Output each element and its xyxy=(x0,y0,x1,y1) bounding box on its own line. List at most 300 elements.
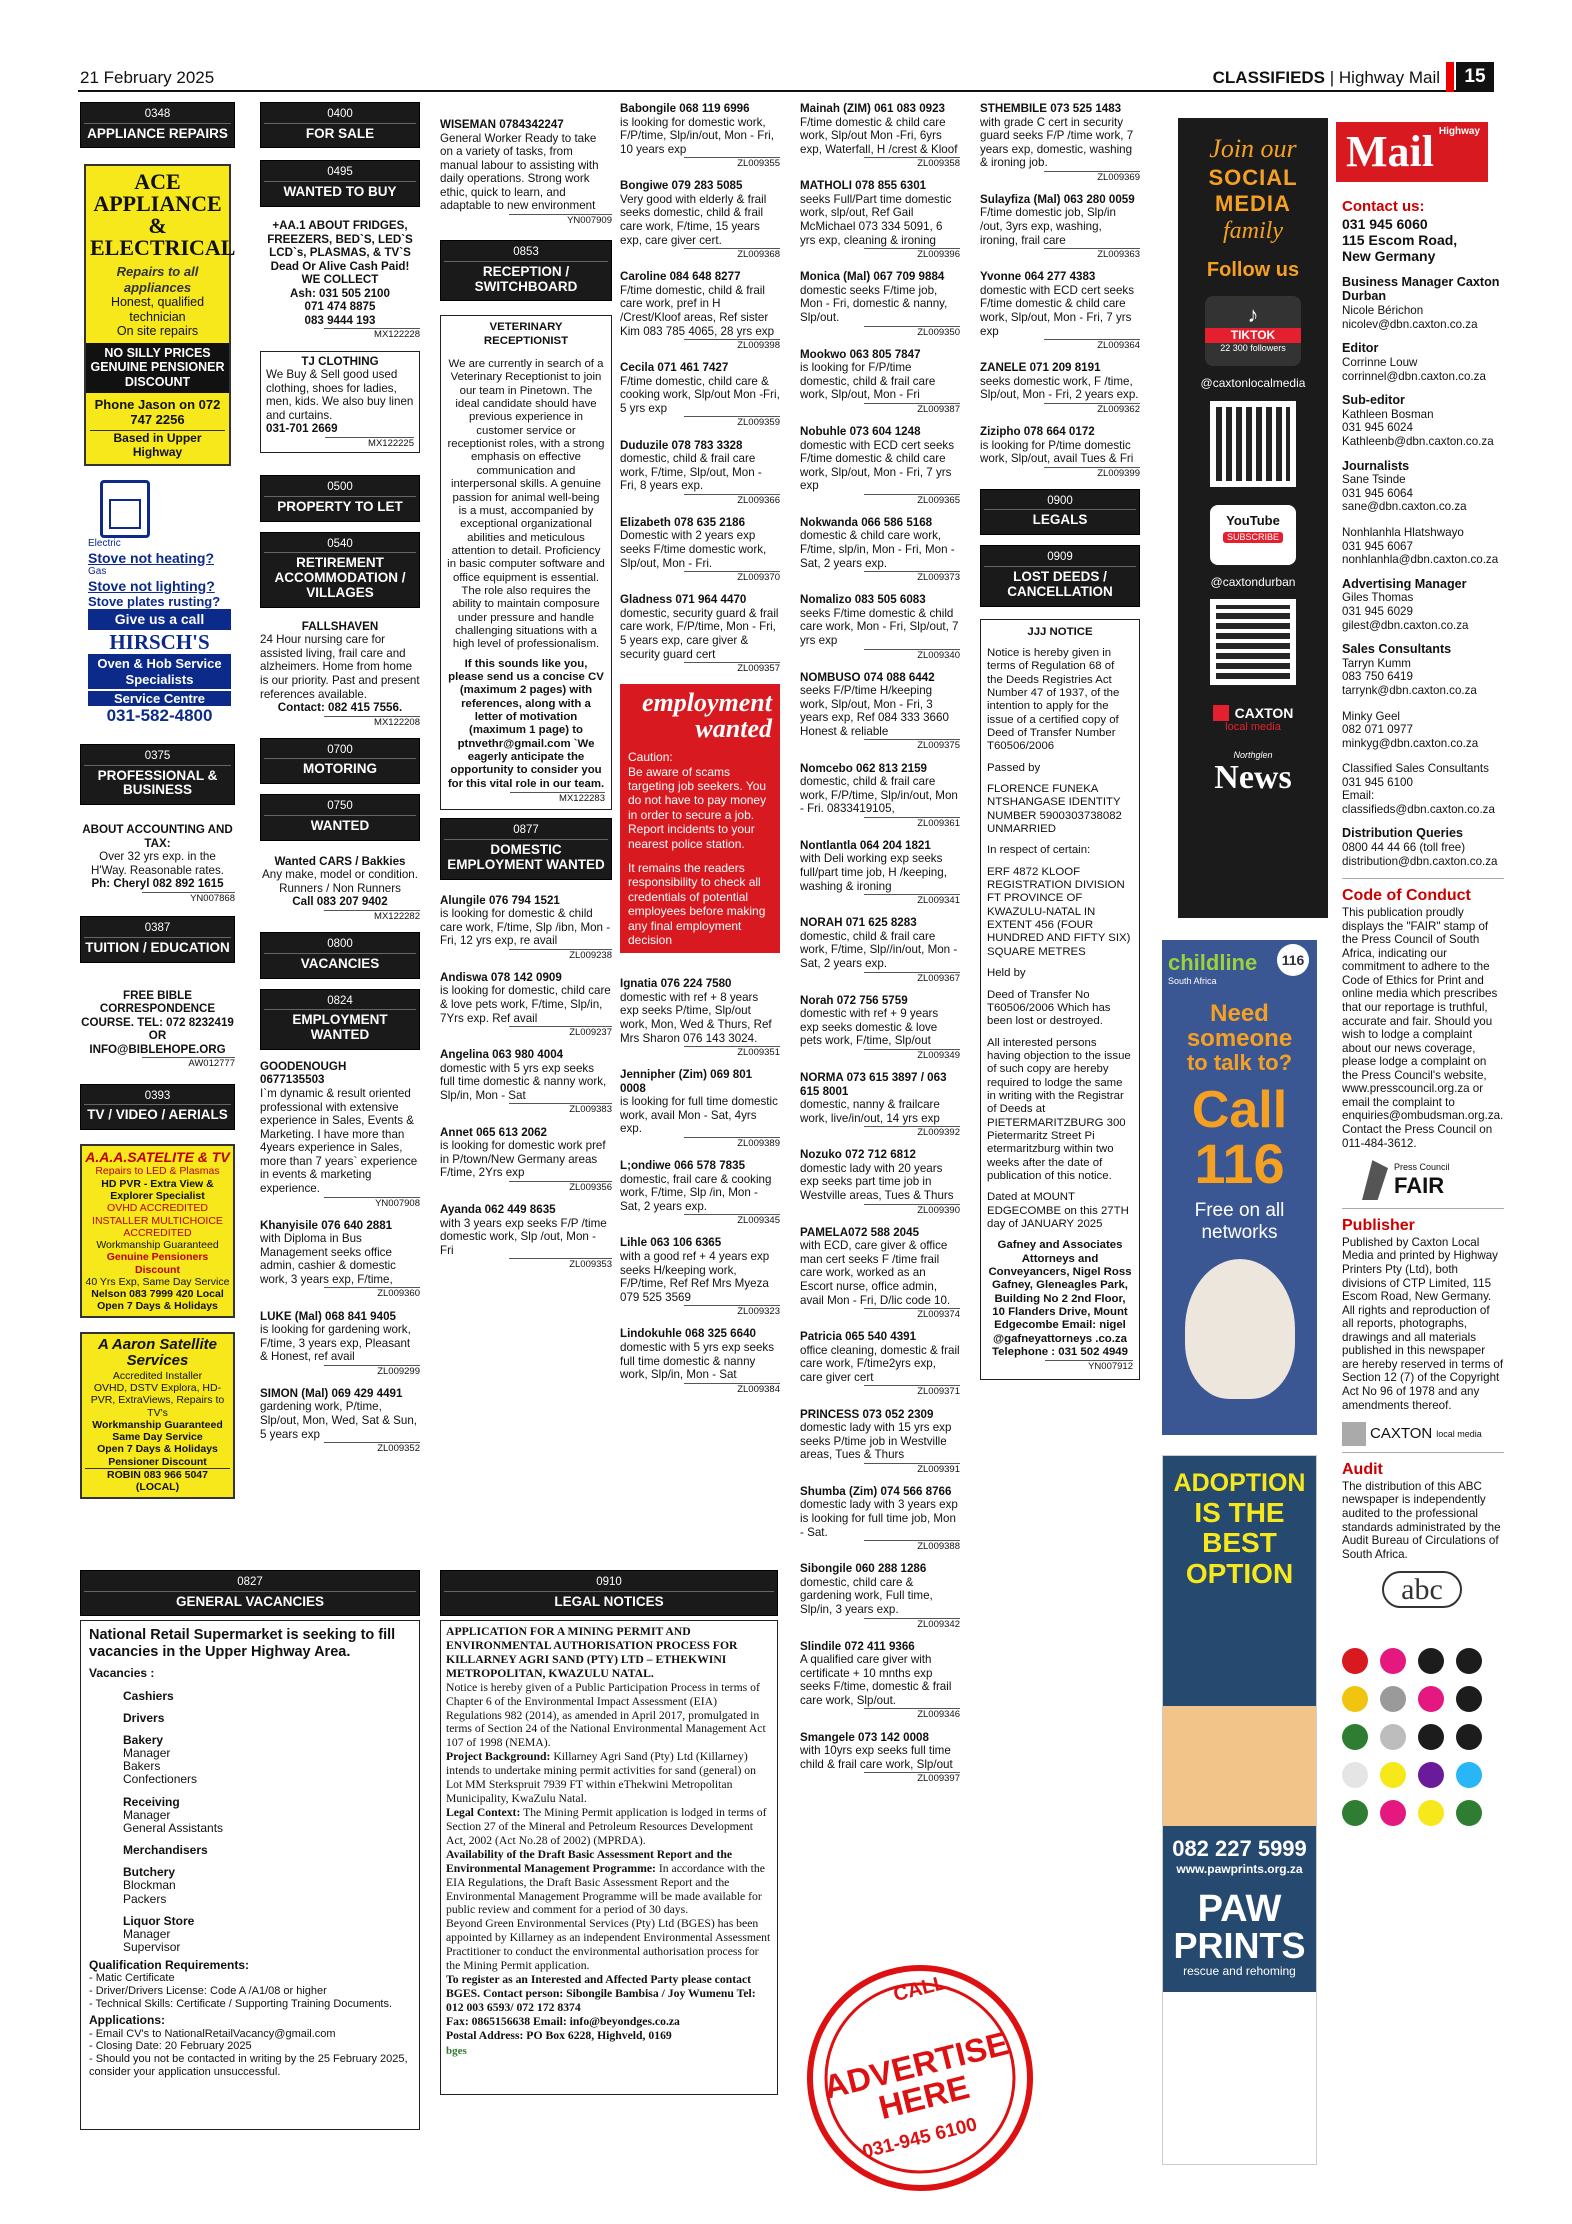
staff-line: Corrinne Louw xyxy=(1342,356,1418,369)
color-swatch xyxy=(1342,1800,1368,1826)
staff-line: 0800 44 44 66 (toll free) xyxy=(1342,841,1466,855)
staff-line: Giles Thomas xyxy=(1342,591,1414,605)
ad-ref: ZL009340 xyxy=(864,649,960,661)
ad-body: with 3 years exp seeks F/P /time domestic work, Slp /out, Mon - Fri xyxy=(440,1216,607,1257)
staff-line: 031 945 6024 xyxy=(1342,421,1413,435)
category-0700: 0700 MOTORING xyxy=(260,738,420,784)
staff-group xyxy=(1342,459,1504,567)
color-swatch xyxy=(1342,1648,1368,1674)
classified-ad xyxy=(620,1068,780,1149)
ad-ref: ZL009392 xyxy=(864,1126,960,1138)
hirsch-ad: Electric Stove not heating? Gas Stove not lighting? Stove plates rusting? Give us a call HIRSCH'S Oven & Hob Service Specialists Service Centre 031-582-4800 xyxy=(84,480,231,726)
classified-ad xyxy=(620,439,780,506)
domestic-ads-col5 xyxy=(800,102,960,1784)
ad-ref: ZL009370 xyxy=(684,571,780,583)
ad-ref: ZL009387 xyxy=(864,403,960,415)
page-number: 15 xyxy=(1456,62,1494,92)
category-0400: 0400 FOR SALE xyxy=(260,102,420,148)
section-title: CLASSIFIEDS | Highway Mail xyxy=(1212,68,1440,87)
classified-ad xyxy=(980,425,1140,479)
classified-ad xyxy=(800,1640,960,1721)
staff-line: Sane Tsinde xyxy=(1342,473,1406,487)
ad-title: Jennipher (Zim) 069 801 0008 xyxy=(620,1068,753,1095)
ad-body: domestic with ref + 8 years exp seeks P/time, Slp/out work, Mon, Wed & Thurs, Ref Mrs Sharon 076 143 3024. xyxy=(620,990,772,1045)
publisher-text: Published by Caxton Local Media and printed by Highway Printers Pty (Ltd), both divisions of CTP Limited, 115 Escom Road, New Germany. All rights and reproduction of all reports, photographs, drawings and all materials published in this newspaper are hereby reserved in terms of Section 12 (7) of the Copyright Act No 96 of 1978 and any amendments thereof. xyxy=(1342,1235,1504,1412)
color-swatch xyxy=(1418,1762,1444,1788)
qualification-item: - Matic Certificate xyxy=(89,1972,175,1985)
staff-line: nicolev@dbn.caxton.co.za xyxy=(1342,317,1478,331)
teddy-bear-image xyxy=(1185,1259,1295,1399)
ad-title: Babongile 068 119 6996 xyxy=(620,102,750,115)
ad-title: Annet 065 613 2062 xyxy=(440,1125,547,1139)
ad-ref: ZL009368 xyxy=(684,248,780,260)
ad-body: seeks F/time domestic & child care work, Mon - Fri, Slp/out, 7 yrs exp xyxy=(800,606,959,647)
staff-line: Kathleenb@dbn.caxton.co.za xyxy=(1342,434,1494,448)
classified-ad xyxy=(800,1148,960,1215)
category-0348: 0348 APPLIANCE REPAIRS xyxy=(80,102,235,148)
ad-body: domestic with ref + 9 years exp seeks domestic & love pets work, F/time, Slp/out xyxy=(800,1007,939,1048)
stamp-call: CALL xyxy=(891,1971,949,2007)
ad-body: domestic & child care work, F/time, slp/in, Mon - Fri, Mon - Sat, 2 years exp. xyxy=(800,529,955,570)
staff-line: 083 750 6419 xyxy=(1342,670,1413,684)
issue-date: 21 February 2025 xyxy=(80,68,215,87)
ad-ref: ZL009237 xyxy=(509,1026,612,1038)
classified-ad xyxy=(800,1226,960,1320)
color-swatch xyxy=(1380,1800,1406,1826)
ad-body: is looking for domestic & child care work, F/time, Slp /ibn, Mon - Fri, 12 yrs exp, re avail xyxy=(440,907,611,948)
fallshaven-ad: FALLSHAVEN 24 Hour nursing care for assisted living, frail care and alzheimers. Home from home is our priority. Past and present references available. Contact: 082 415 7556. MX122208 xyxy=(260,619,420,728)
staff-line: Minky Geel xyxy=(1342,709,1400,723)
color-swatch xyxy=(1418,1724,1444,1750)
highway-mail-logo: Highway Mail xyxy=(1336,122,1488,182)
classified-ad xyxy=(800,1562,960,1629)
classified-ad xyxy=(800,762,960,829)
color-swatch xyxy=(1380,1724,1406,1750)
color-swatch xyxy=(1342,1686,1368,1712)
ad-body: F/time domestic, child care & cooking work, Slp/out Mon -Fri, 5 yrs exp xyxy=(620,374,780,415)
ad-body: seeks F/P/time H/keeping work, Slp/out, Mon - Fri, 3 years exp, Ref 084 333 3660 Honest & reliable xyxy=(800,684,949,738)
ad-body: F/time domestic & child care work, Slp/out Mon -Fri, 6yrs exp, Waterfall, H /crest & Kloof xyxy=(800,115,958,156)
ad-title: Slindile 072 411 9366 xyxy=(800,1639,915,1653)
ad-title: Angelina 063 980 4004 xyxy=(440,1048,564,1062)
category-0877: 0877 DOMESTIC EMPLOYMENT WANTED xyxy=(440,818,612,879)
color-swatch xyxy=(1418,1800,1444,1826)
staff-line xyxy=(1342,750,1504,762)
staff-group xyxy=(1342,642,1504,816)
classified-ad xyxy=(800,179,960,260)
staff-group xyxy=(1342,577,1504,632)
vacancy-item: Drivers xyxy=(123,1710,165,1725)
staff-line: distribution@dbn.caxton.co.za xyxy=(1342,854,1498,868)
ad-title: PRINCESS 073 052 2309 xyxy=(800,1407,934,1421)
ad-ref: ZL009384 xyxy=(684,1383,780,1395)
staff-group xyxy=(1342,393,1504,448)
ad-title: Norah 072 756 5759 xyxy=(800,993,908,1007)
staff-line: corrinnel@dbn.caxton.co.za xyxy=(1342,369,1486,383)
contact-line: New Germany xyxy=(1342,248,1436,265)
classified-ad xyxy=(800,102,960,169)
ad-body: is looking for domestic, child care & love pets work, F/time, Slp/in, 7Yrs exp. Ref avail xyxy=(440,984,611,1025)
ad-title: Lihle 063 106 6365 xyxy=(620,1236,722,1250)
social-media-banner: Join our SOCIAL MEDIA family Follow us ♪ TIKTOK 22 300 followers @caxtonlocalmedia YouTube SUBSCRIBE @caxtondurban CAXTON local media Northglen News xyxy=(1178,118,1328,918)
domestic-ads-col4a xyxy=(620,102,780,674)
ad-body: domestic, child & frail care work, F/P/time, Slp/in/out, Mon - Fri. 0833419105, xyxy=(800,775,958,816)
vacancy-subitem: General Assistants xyxy=(123,1820,224,1835)
ad-body: domestic, security guard & frail care work, F/P/time, Mon - Fri, 5 years exp, care giver & security guard cert xyxy=(620,606,779,661)
ad-title: Lindokuhle 068 325 6640 xyxy=(620,1327,756,1341)
color-swatch xyxy=(1380,1762,1406,1788)
staff-line: minkyg@dbn.caxton.co.za xyxy=(1342,736,1479,750)
application-item: - Should you not be contacted in writing by the 25 February 2025, consider your application unsuccessful. xyxy=(89,2053,408,2079)
ad-body: with 10yrs exp seeks full time child & frail care work, Slp/out xyxy=(800,1744,953,1771)
ad-ref: ZL009357 xyxy=(684,662,780,674)
jjj-notice: JJJ NOTICE Notice is hereby given in terms of Regulation 68 of the Deeds Registries Act Number 47 of 1937, of the intention to apply for the issue of a certified copy of Deed of Transfer Number T60506/2006 Passed by FLORENCE FUNEKA NTSHANGASE IDENTITY NUMBER 5900303738082 UNMARRIED In respect of certain: ERF 4872 KLOOF REGISTRATION DIVISION FT PROVINCE OF KWAZULU-NATAL IN EXTENT 456 (FOUR HUNDRED AND FIFTY SIX) SQUARE METRES Held by Deed of Transfer No T60506/2006 Which has been lost or destroyed. All interested persons having objection to the issue of such copy are hereby required to lodge the same in writing with the Registrar of Deeds at PIETERMARITZBURG 300 Pietermaritz Street Pi etermaritzburg within two weeks after the date of publication of this notice. Dated at MOUNT EDGECOMBE on this 27TH day of JANUARY 2025 Gafney and Associates Attorneys and Conveyancers, Nigel Ross Gafney, Gleneagles Park, Building No 2 2nd Floor, 10 Flanders Drive, Mount Edgecombe Email: nigel @gafneyattorneys .co.za Telephone : 031 502 4949 YN007912 xyxy=(980,619,1140,1380)
classified-ad xyxy=(620,361,780,428)
vacancy-subitem: Manager xyxy=(123,1745,171,1760)
classified-ad xyxy=(980,102,1140,183)
ad-title: ZANELE 071 209 8191 xyxy=(980,361,1101,375)
vacancy-item: Cashiers xyxy=(123,1688,174,1703)
contact-line: 031 945 6060 xyxy=(1342,215,1428,232)
ad-body: domestic with ECD cert seeks F/time domestic & child care work, Slp/out, Mon - Fri, 7 yrs exp xyxy=(980,283,1134,338)
ad-ref: ZL009363 xyxy=(1044,248,1140,260)
color-swatch xyxy=(1456,1724,1482,1750)
application-item: - Closing Date: 20 February 2025 xyxy=(89,2040,252,2053)
ad-title: Mainah (ZIM) 061 083 0923 xyxy=(800,102,945,115)
ad-ref: ZL009351 xyxy=(684,1046,780,1058)
vacancy-list xyxy=(89,1689,411,1955)
category-0824: 0824 EMPLOYMENT WANTED xyxy=(260,989,420,1050)
staff-role: Sales Consultants xyxy=(1342,642,1452,657)
vet-receptionist-ad: VETERINARY RECEPTIONIST We are currently in search of a Veterinary Receptionist to join our team in Pinetown. The ideal candidate should have previous experience in customer service or receptionist roles, with a strong emphasis on effective communication and interpersonal skills. A genuine passion for animal well-being is a must, accompanied by exceptional organizational abilities and meticulous attention to detail. Proficiency in basic computer software and office equipment is essential. The role also requires the ability to maintain composure under pressure and handle challenging situations with a high level of professionalism. If this sounds like you, please send us a concise CV (maximum 2 pages) with references, along with a letter of motivation (maximum 1 page) to ptnvethr@gmail.com `We eagerly anticipate the opportunity to consider you for this vital role in our team. MX122283 xyxy=(440,315,612,810)
category-0393: 0393 TV / VIDEO / AERIALS xyxy=(80,1084,235,1130)
classified-ad xyxy=(620,179,780,260)
classified-ad xyxy=(440,1048,612,1115)
classified-ad xyxy=(440,1203,612,1270)
ad-body: is looking for full time domestic work, avail Mon - Sat, 4yrs exp. xyxy=(620,1095,778,1136)
ad-body: domestic lady with 20 years exp seeks part time job in Westville areas, Tues & Thurs xyxy=(800,1161,954,1203)
ad-ref: ZL009398 xyxy=(684,339,780,351)
classified-ad xyxy=(440,894,612,961)
vacancy-item: Bakery xyxy=(123,1732,164,1747)
staff-line: 031 945 6100 xyxy=(1342,775,1413,789)
staff-line: 031 945 6064 xyxy=(1342,486,1413,500)
staff-line: 082 071 0977 xyxy=(1342,723,1413,737)
classified-ad xyxy=(800,916,960,983)
ad-title: Sulayfiza (Mal) 063 280 0059 xyxy=(980,192,1135,206)
staff-line: 031 945 6067 xyxy=(1342,539,1413,553)
ad-body: is looking for F/P/time domestic, child & frail care work, Slp/out, Mon - Fri xyxy=(800,361,936,402)
ad-body: domestic with ECD cert seeks F/time domestic & child care work, Slp/out, Mon - Fri, 7 yrs exp xyxy=(800,438,954,493)
ad-ref: ZL009390 xyxy=(864,1204,960,1216)
code-of-conduct-text: This publication proudly displays the "FAIR" stamp of the Press Council of South Africa, indicating our commitment to adhere to the Code of Ethics for Print and online media which prescribes that our reportage is truthful, accurate and fair. Should you wish to lodge a complaint about our news coverage, please lodge a complaint on the Press Council's website, www.presscouncil.org.za or email the complaint to enquiries@ombudsman.org.za. Contact the Press Council on 011-484-3612. xyxy=(1342,906,1504,1150)
staff-role: Editor xyxy=(1342,341,1379,356)
domestic-ads-col3 xyxy=(440,894,612,1271)
qr-code-tiktok xyxy=(1210,401,1296,487)
ad-ref: ZL009391 xyxy=(864,1463,960,1475)
ad-title: Nokwanda 066 586 5168 xyxy=(800,515,933,529)
category-0910: 0910 LEGAL NOTICES xyxy=(440,1570,778,1616)
color-swatch xyxy=(1456,1762,1482,1788)
classified-ad xyxy=(800,839,960,906)
ad-ref: ZL009350 xyxy=(864,326,960,338)
classified-ad xyxy=(620,1159,780,1226)
stamp-phone: 031-945 6100 xyxy=(860,2114,980,2163)
ad-body: domestic, child care & gardening work, Full time, Slp/in, 3 years exp. xyxy=(800,1575,933,1616)
category-0540: 0540 RETIREMENT ACCOMMODATION / VILLAGES xyxy=(260,532,420,608)
ad-ref: ZL009366 xyxy=(684,494,780,506)
ad-title: Cecila 071 461 7427 xyxy=(620,361,729,375)
caxton-logo: CAXTON xyxy=(1178,705,1328,722)
ad-body: F/time domestic, child & frail care work, pref in H /Crest/Kloof areas, Ref sister Kim 083 785 4065, 28 yrs exp xyxy=(620,283,775,338)
vacancy-subitem: Manager xyxy=(123,1926,171,1941)
stove-icon xyxy=(100,480,150,538)
childline-logo: childline 116 South Africa xyxy=(1162,950,1317,987)
qr-code-youtube xyxy=(1210,599,1296,685)
luke-ad: LUKE (Mal) 068 841 9405 is looking for gardening work, F/time, 3 years exp, Pleasant & Honest, ref avail ZL009299 xyxy=(260,1309,420,1377)
ad-ref: ZL009361 xyxy=(864,817,960,829)
ad-body: domestic seeks F/time job, Mon - Fri, domestic & nanny, Slp/out. xyxy=(800,283,948,324)
domestic-ads-col4b xyxy=(620,977,780,1394)
classified-ad xyxy=(620,102,780,169)
ad-ref: ZL009389 xyxy=(684,1137,780,1149)
classified-ad xyxy=(800,671,960,752)
tiktok-icon: ♪ TIKTOK 22 300 followers xyxy=(1205,296,1301,366)
classified-ad xyxy=(800,1731,960,1785)
staff-line: Email: xyxy=(1342,789,1375,803)
color-swatch xyxy=(1418,1648,1444,1674)
classified-ad xyxy=(800,593,960,660)
ad-title: Patricia 065 540 4391 xyxy=(800,1330,917,1344)
application-item: - Email CV's to NationalRetailVacancy@gmail.com xyxy=(89,2027,336,2040)
ace-appliance-ad: ACE APPLIANCE & ELECTRICAL Repairs to all appliances Honest, qualified technician On site repairs NO SILLY PRICES GENUINE PENSIONER DISCOUNT Phone Jason on 072 747 2256 Based in Upper Highway xyxy=(84,164,231,466)
staff-line: tarrynk@dbn.caxton.co.za xyxy=(1342,683,1477,697)
bges-logo: bges xyxy=(446,2044,467,2057)
adoption-ad: ADOPTION IS THE BEST OPTION 082 227 5999 www.pawprints.org.za PAW PRINTS rescue and rehoming xyxy=(1162,1455,1317,2165)
color-swatch xyxy=(1342,1724,1368,1750)
northglen-news-logo: Northglen News xyxy=(1214,750,1292,796)
ad-ref: ZL009388 xyxy=(864,1540,960,1552)
ad-ref: ZL009396 xyxy=(864,248,960,260)
classified-ad xyxy=(620,516,780,583)
ad-title: MATHOLI 078 855 6301 xyxy=(800,179,927,193)
vacancy-subitem: Supervisor xyxy=(123,1940,181,1955)
ad-ref: ZL009346 xyxy=(864,1708,960,1720)
ad-body: seeks domestic work, F /time, Slp/out, Mon - Fri, 2 years exp. xyxy=(980,374,1139,402)
classified-ad xyxy=(800,1071,960,1138)
ad-title: Zizipho 078 664 0172 xyxy=(980,425,1095,438)
ad-body: Domestic with 2 years exp seeks F/time domestic work, Slp/out, Mon - Fri. xyxy=(620,529,767,570)
bible-course-ad: FREE BIBLE CORRESPONDENCE COURSE. TEL: 072 8232419 OR INFO@BIBLEHOPE.ORG AW012777 xyxy=(81,988,235,1070)
ad-title: STHEMBILE 073 525 1483 xyxy=(980,102,1122,115)
ad-title: Caroline 084 648 8277 xyxy=(620,270,741,284)
color-swatches xyxy=(1342,1648,1504,1848)
classified-ad xyxy=(440,1126,612,1193)
classified-ad xyxy=(980,193,1140,260)
category-0900: 0900 LEGALS xyxy=(980,489,1140,535)
staff-group xyxy=(1342,275,1504,332)
color-swatch xyxy=(1418,1686,1444,1712)
vacancy-subitem: Blockman xyxy=(123,1878,176,1893)
staff-line: nonhlanhla@dbn.caxton.co.za xyxy=(1342,553,1499,567)
classified-ad xyxy=(800,348,960,415)
color-swatch xyxy=(1380,1648,1406,1674)
staff-line: Nicole Bérichon xyxy=(1342,304,1424,318)
classified-ad xyxy=(620,593,780,674)
ad-body: domestic lady with 15 yrs exp seeks P/time job in Westville areas, Tues & Thurs xyxy=(800,1421,952,1462)
ad-ref: ZL009399 xyxy=(1044,467,1140,479)
column-6 xyxy=(980,102,1140,1380)
color-swatch xyxy=(1342,1762,1368,1788)
ad-title: Nomcebo 062 813 2159 xyxy=(800,761,927,775)
classified-ad xyxy=(800,1330,960,1397)
classified-ad xyxy=(980,270,1140,351)
category-0853: 0853 RECEPTION / SWITCHBOARD xyxy=(440,240,612,301)
ad-body: with a good ref + 4 years exp seeks H/keeping work, F/P/time, Ref Ref Mrs Myeza 079 525 3569 xyxy=(620,1250,770,1304)
category-0500: 0500 PROPERTY TO LET xyxy=(260,475,420,521)
staff-role: Sub-editor xyxy=(1342,393,1405,408)
classified-ad xyxy=(800,1485,960,1552)
ad-body: domestic, nanny & frailcare work, live/in/out, 14 yrs exp xyxy=(800,1098,940,1125)
column-5 xyxy=(800,102,960,1794)
classified-ad xyxy=(800,425,960,506)
ad-title: Nomalizo 083 505 6083 xyxy=(800,593,926,607)
ad-body: is looking for P/time domestic work, Slp/out, avail Tues & Fri xyxy=(980,438,1134,466)
ad-ref: ZL009369 xyxy=(1044,171,1140,183)
ad-title: Elizabeth 078 635 2186 xyxy=(620,515,746,529)
ad-body: with grade C cert in security guard seeks F/P /time work, 7 years exp, domestic, washing & ironing job. xyxy=(980,115,1134,170)
staff-line: 031 945 6029 xyxy=(1342,604,1413,618)
category-0909: 0909 LOST DEEDS / CANCELLATION xyxy=(980,545,1140,606)
fridges-ad: +AA.1 ABOUT FRIDGES, FREEZERS, BED`S, LED`S LCD`s, PLASMAS, & TV`S Dead Or Alive Cash Paid! WE COLLECT Ash: 031 505 2100 071 474 8875 083 9444 193 MX122228 xyxy=(267,218,420,341)
ad-body: with ECD, care giver & office man cert seeks F /time frail care work, worked as an Escort nurse, office admin, avail Mon - Fri, D/lic code 10. xyxy=(800,1239,951,1307)
staff-line: classifieds@dbn.caxton.co.za xyxy=(1342,802,1495,816)
staff-line: Kathleen Bosman xyxy=(1342,407,1434,421)
youtube-icon: YouTube SUBSCRIBE xyxy=(1210,505,1296,565)
classified-ad xyxy=(800,270,960,337)
color-swatch xyxy=(1456,1800,1482,1826)
ad-title: PAMELA072 588 2045 xyxy=(800,1225,920,1239)
ad-title: Nozuko 072 712 6812 xyxy=(800,1148,917,1162)
ad-title: Ayanda 062 449 8635 xyxy=(440,1202,556,1216)
ad-ref: ZL009238 xyxy=(509,949,612,961)
ad-body: domestic lady with 3 years exp is looking for full time job, Mon - Sat. xyxy=(800,1498,958,1539)
ad-title: Gladness 071 964 4470 xyxy=(620,593,747,607)
staff-role: Business Manager Caxton Durban xyxy=(1342,274,1500,304)
aaron-satellite-ad: A Aaron Satellite Services Accredited Installer OVHD, DSTV Explora, HD-PVR, ExtraViews, Repairs to TV's Workmanship Guaranteed Same Day Service Open 7 Days & Holidays Pensioner Discount ROBIN 083 966 5047 (LOCAL) xyxy=(80,1332,235,1499)
ad-ref: ZL009353 xyxy=(509,1258,612,1270)
employment-wanted-banner: employment wanted Caution: Be aware of scams targeting job seekers. You do not have to pay money in order to secure a job. Report incidents to your nearest police station. It remains the readers responsibility to check all credentials of potential employees before making any final employment decision xyxy=(620,684,780,953)
classified-ad xyxy=(620,977,780,1058)
ad-ref: ZL009341 xyxy=(864,894,960,906)
ad-title: Monica (Mal) 067 709 9884 xyxy=(800,270,945,284)
staff-line: gilest@dbn.caxton.co.za xyxy=(1342,618,1469,632)
retail-vacancies-ad: National Retail Supermarket is seeking to fill vacancies in the Upper Highway Area. Vacancies : Cashiers Drivers Bakery Manager Bakers Confectioners Receiving Manager General Assistants Merchandisers Butchery Blockman Packers Liquor Store Manager Supervisor Qualification Requirements: - Matic Certificate - Driver/Drivers License: Code A /A1/08 or higher - Technical Skills: Certificate / Supporting Training Documents. Applications: - Email CV's to NationalRetailVacancy@gmail.com - Closing Date: 20 February 2025 - Should you not be contacted in writing by the 25 February 2025, consider your application unsuccessful. xyxy=(80,1620,420,2130)
wiseman-ad: WISEMAN 0784342247 General Worker Ready to take on a variety of tasks, from manual labour to assisting with daily operations. Strong work ethic, quick to learn, and adaptable to new environment YN007909 xyxy=(440,118,612,226)
column-4 xyxy=(620,102,780,1405)
ad-ref: ZL009374 xyxy=(864,1308,960,1320)
ad-title: L;ondiwe 066 578 7835 xyxy=(620,1159,746,1173)
ad-body: A qualified care giver with certificate + 10 mnths exp seeks F/time, domestic & frail care work, Slp/out. xyxy=(800,1653,952,1707)
color-swatch xyxy=(1380,1686,1406,1712)
category-0387: 0387 TUITION / EDUCATION xyxy=(80,916,235,962)
domestic-ads-col6 xyxy=(980,102,1140,479)
ad-title: Nobuhle 073 604 1248 xyxy=(800,425,921,438)
ad-body: F/time domestic job, Slp/in /out, 3yrs exp, washing, ironing, frail care xyxy=(980,206,1116,247)
audit-text: The distribution of this ABC newspaper is independently audited to the professional standards administrated by the Audit Bureau of Circulations of South Africa. xyxy=(1342,1479,1501,1561)
ad-title: Shumba (Zim) 074 566 8766 xyxy=(800,1484,952,1498)
ad-ref: ZL009355 xyxy=(684,157,780,169)
color-swatch xyxy=(1456,1648,1482,1674)
ad-body: domestic with 5 yrs exp seeks full time domestic & nanny work, Slp/in, Mon - Sat xyxy=(440,1061,607,1102)
khanyisile-ad: Khanyisile 076 640 2881 with Diploma in Bus Management seeks office admin, cashier & domestic work, 3 years exp, F/time, ZL009360 xyxy=(260,1218,420,1300)
category-0750: 0750 WANTED xyxy=(260,794,420,840)
vacancy-subitem: Bakers xyxy=(123,1759,161,1774)
ad-ref: ZL009359 xyxy=(684,416,780,428)
press-council-fair-logo: Press Council FAIR xyxy=(1362,1160,1504,1200)
vacancy-subitem: Packers xyxy=(123,1891,167,1906)
vacancy-item: Butchery xyxy=(123,1865,176,1880)
ad-ref: ZL009345 xyxy=(684,1214,780,1226)
page-header xyxy=(78,66,1494,92)
contact-line: 115 Escom Road, xyxy=(1342,231,1458,248)
ad-title: Mookwo 063 805 7847 xyxy=(800,347,921,361)
stamp-title: ADVERTISE HERE xyxy=(819,2024,1013,2127)
masthead-sidebar: Highway Mail Contact us: 031 945 6060 115 Escom Road, New Germany Business Manager Caxton Durban Nicole Bérichon nicolev@dbn.caxton.co.za Editor Corrinne Louw corrinnel@dbn.caxton.co.za Sub-editor Kathleen Bosman 031 945 6024 Kathleenb@dbn.caxton.co.za Journalists Sane Tsinde 031 945 6064 sane@dbn.caxton.co.za Nonhlanhla Hlatshwayo 031 945 6067 nonhlanhla@dbn.caxton.co.za Advertising Manager Giles Thomas 031 945 6029 gilest@dbn.caxton.co.za Sales Consultants Tarryn Kumm 083 750 6419 tarrynk@dbn.caxton.co.za Minky Geel 082 071 0977 minkyg@dbn.caxton.co.za Classified Sales Consultants 031 945 6100 Email: classifieds@dbn.caxton.co.za Distribution Queries 0800 44 44 66 (toll free) distribution@dbn.caxton.co.za Code of Conduct This publication proudly displays the "FAIR" stamp of the Press Council of South Africa, indicating our commitment to adhere to the Code of Ethics for Print and online media which prescribes that our reportage is truthful, accurate and fair. Should you wish to lodge a complaint about our news coverage, please lodge a complaint on the Press Council's website, www.presscouncil.org.za or email the complaint to enquiries@ombudsman.org.za. Contact the Press Council on 011-484-3612. Press Council FAIR Publisher Published by Caxton Local Media and printed by Highway Printers Pty (Ltd), both divisions of CTP Limited, 115 Escom Road, New Germany. All rights and reproduction of all reports, photographs, drawings and all materials published in this newspaper are hereby reserved in terms of Section 12 (7) of the Copyright Act No 96 of 1978 and any amendments thereof. CAXTON local media Audit The distribution of this ABC newspaper is independently audited to the professional standards administrated by the Audit Bureau of Circulations of South Africa. abc xyxy=(1342,122,1504,1848)
staff-line: sane@dbn.caxton.co.za xyxy=(1342,500,1467,514)
staff-group xyxy=(1342,826,1504,868)
contact-details xyxy=(1342,216,1504,265)
application-list xyxy=(89,2028,411,2080)
simon-ad: SIMON (Mal) 069 429 4491 gardening work, P/time, Slp/out, Mon, Wed, Sat & Sun, 5 years exp ZL009352 xyxy=(260,1386,420,1455)
ad-title: Andiswa 078 142 0909 xyxy=(440,970,562,984)
ad-title: Ignatia 076 224 7580 xyxy=(620,977,732,991)
ad-title: Smangele 073 142 0008 xyxy=(800,1730,929,1744)
abc-logo: abc xyxy=(1382,1571,1462,1608)
ad-title: Yvonne 064 277 4383 xyxy=(980,270,1096,284)
ad-title: Duduzile 078 783 3328 xyxy=(620,438,743,452)
ad-ref: ZL009323 xyxy=(684,1305,780,1317)
ad-body: domestic, child & frail care work, F/time, Slp/out, Mon - Fri, 8 years exp. xyxy=(620,452,762,493)
ad-body: domestic with 5 yrs exp seeks full time domestic & nanny work, Slp/in, Mon - Sat xyxy=(620,1340,774,1382)
ad-body: is looking for domestic work pref in P/town/New Germany areas F/time, 2Yrs exp xyxy=(440,1139,606,1180)
ad-ref: ZL009358 xyxy=(864,157,960,169)
classified-ad xyxy=(440,971,612,1038)
ad-body: is looking for domestic work, F/P/time, Slp/in/out, Mon - Fri, 10 years exp xyxy=(620,115,774,156)
qualification-item: - Driver/Drivers License: Code A /A1/08 or higher xyxy=(89,1985,327,1998)
ad-ref: ZL009365 xyxy=(864,494,960,506)
classified-ad xyxy=(800,994,960,1061)
ad-ref: ZL009367 xyxy=(864,972,960,984)
staff-line: Classified Sales Consultants xyxy=(1342,762,1489,776)
ad-body: seeks Full/Part time domestic work, slp/out, Ref Gail McMichael 073 334 5091, 6 yrs exp, cleaning & ironing xyxy=(800,192,952,247)
ad-ref: ZL009375 xyxy=(864,739,960,751)
staff-role: Distribution Queries xyxy=(1342,826,1464,841)
staff-role: Advertising Manager xyxy=(1342,576,1467,591)
vacancy-item: Liquor Store xyxy=(123,1913,195,1928)
staff-line xyxy=(1342,514,1504,526)
ad-body: with Deli working exp seeks full/part time job, H /keeping, washing & ironing xyxy=(800,852,947,893)
category-0800: 0800 VACANCIES xyxy=(260,932,420,978)
paw-prints-logo: PAW xyxy=(1197,1888,1282,1931)
ad-title: NOMBUSO 074 088 6442 xyxy=(800,670,935,684)
ad-title: Sibongile 060 288 1286 xyxy=(800,1562,927,1576)
page-accent xyxy=(1446,62,1454,92)
ad-title: Alungile 076 794 1521 xyxy=(440,893,560,907)
classified-ad xyxy=(620,1327,780,1394)
color-swatch xyxy=(1456,1686,1482,1712)
category-0375: 0375 PROFESSIONAL & BUSINESS xyxy=(80,744,235,805)
